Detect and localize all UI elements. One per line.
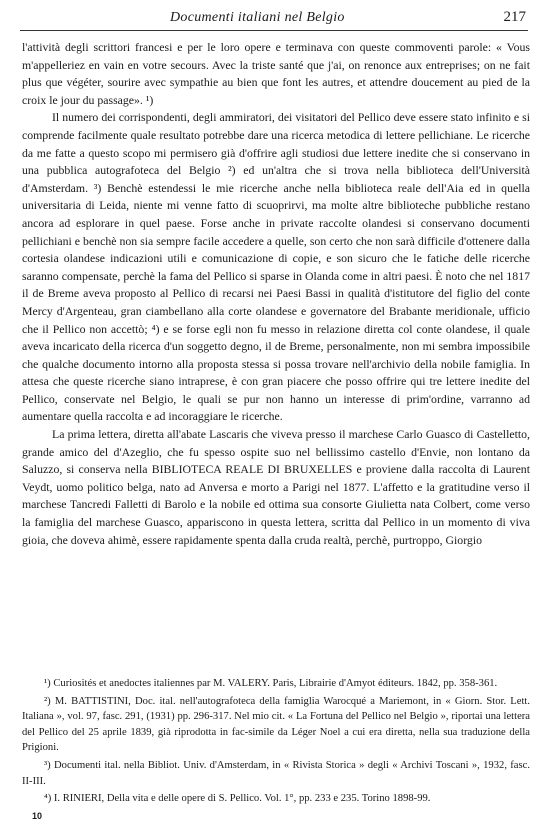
footnote: ¹) Curiosités et anedoctes italiennes par M. VALERY. Paris, Librairie d'Amyot éditeurs. 1842, pp. 358-361.	[44, 678, 498, 689]
footnote: ³) Documenti ital. nella Bibliot. Univ. d'Amsterdam, in « Rivista Storica » degli « Archivi Toscani », 1932, fasc. II-III.	[22, 759, 530, 787]
footnotes	[22, 676, 530, 809]
body-text	[22, 39, 530, 549]
paragraph: l'attività degli scrittori francesi e per le loro opere e terminava con queste commoventi parole: « Vous m'appelleriez en vain en votre secours. Avec la triste santé que j'ai, on renonce aux entreprises; on ne fait plus que végéter, sourire avec sympathie au bien que font les autres, et attendre doucement au pied de la croix le jour du passage». ¹)	[22, 40, 530, 107]
paragraph: La prima lettera, diretta all'abate Lascaris che viveva presso il marchese Carlo Guasco di Castelletto, grande amico del d'Azeglio, che fu spesso ospite suo nel bellissimo castello d'Envie, non lontano da Saluzzo, si conserva nella BIBLIOTECA REALE DI BRUXELLES e proviene dalla raccolta di Laurent Veydt, uomo politico belga, nato ad Anversa e morto a Parigi nel 1877. L'affetto e la gratitudine verso il marchese Tancredi Falletti di Barolo e la nobile ed ottima sua consorte Giulietta nata Colbert, come verso la famiglia del marchese Guasco, appariscono in questa lettera, scritta dal Pellico in un momento di viva gioia, che doveva ahimè, essere rapidamente spenta dalla cruda realtà, perchè, purtroppo, Giorgio	[22, 427, 530, 547]
paragraph: Il numero dei corrispondenti, degli ammiratori, dei visitatori del Pellico deve essere stato infinito e si comprende facilmente quale resultato potrebbe dare una ricerca metodica di lettere pellichiane. Le ricerche da me fatte a questo scopo mi permisero già d'offrire agli studiosi due lettere inedite che si conservano in una pubblica autografoteca del Belgio ²) ed un'altra che si trova nella biblioteca dell'Università d'Amsterdam. ³) Benchè estendessi le mie ricerche anche nella biblioteca reale dell'Aia ed in quella universitaria di Leida, niente mi venne fatto di scuoprirvi, ma molte altre biblioteche pubbliche restano ancora ad esplorare in quel paese. Forse anche in private raccolte olandesi si conservano documenti pellichiani e benchè non sia sempre facile accedere a quelle, son certo che non sarà difficile d'ottenere dalla cortesia olandese indicazioni utili e comunicazione di copie, e son sicuro che le fatiche delle ricerche saranno compensate, perchè la fama del Pellico si sparse in Olanda come in altri paesi. È noto che nel 1817 il de Breme aveva proposto al Pellico di recarsi nei Paesi Bassi in qualità d'istitutore del figlio del conte Mercy d'Argenteau, gran ciambellano alla corte olandese e governatore del Brabante meridionale, ufficio che il Pellico non accettò; ⁴) e se forse egli non fu messo in relazione diretta col conte olandese, il quale aveva incaricato della ricerca d'un soggetto degno, il de Breme, personalmente, non mi sembra impossibile che qualche documento intorno alla proposta stessa si possa trovare nell'archivio della nobile famiglia. In attesa che queste ricerche siano intraprese, è con gran piacere che posso offrire qui tre lettere inedite del Pellico, conservate nel Belgio, le quali se pur non hanno un interesse di prim'ordine, varranno ad aumentare quella raccolta e ad incoraggiare le ricerche.	[22, 110, 530, 424]
running-title: Documenti italiani nel Belgio	[170, 10, 345, 25]
page-number: 217	[503, 9, 526, 25]
footnote: ²) M. BATTISTINI, Doc. ital. nell'autografoteca della famiglia Warocqué a Mariemont, in « Giorn. Stor. Lett. Italiana », vol. 97, fasc. 291, (1931) pp. 296-317. Nel mio cit. « La Fortuna del Pellico nel Belgio », riportai una lettera del Pellico del 25 aprile 1839, già riprodotta in fac-simile da Léger Noel a cui era diretta, nella sua traduzione della Prigioni.	[22, 695, 530, 754]
page-header	[20, 8, 528, 31]
signature-mark: 10	[32, 811, 43, 821]
footnote: ⁴) I. RINIERI, Della vita e delle opere di S. Pellico. Vol. 1°, pp. 233 e 235. Torino 1898-99.	[44, 793, 431, 805]
